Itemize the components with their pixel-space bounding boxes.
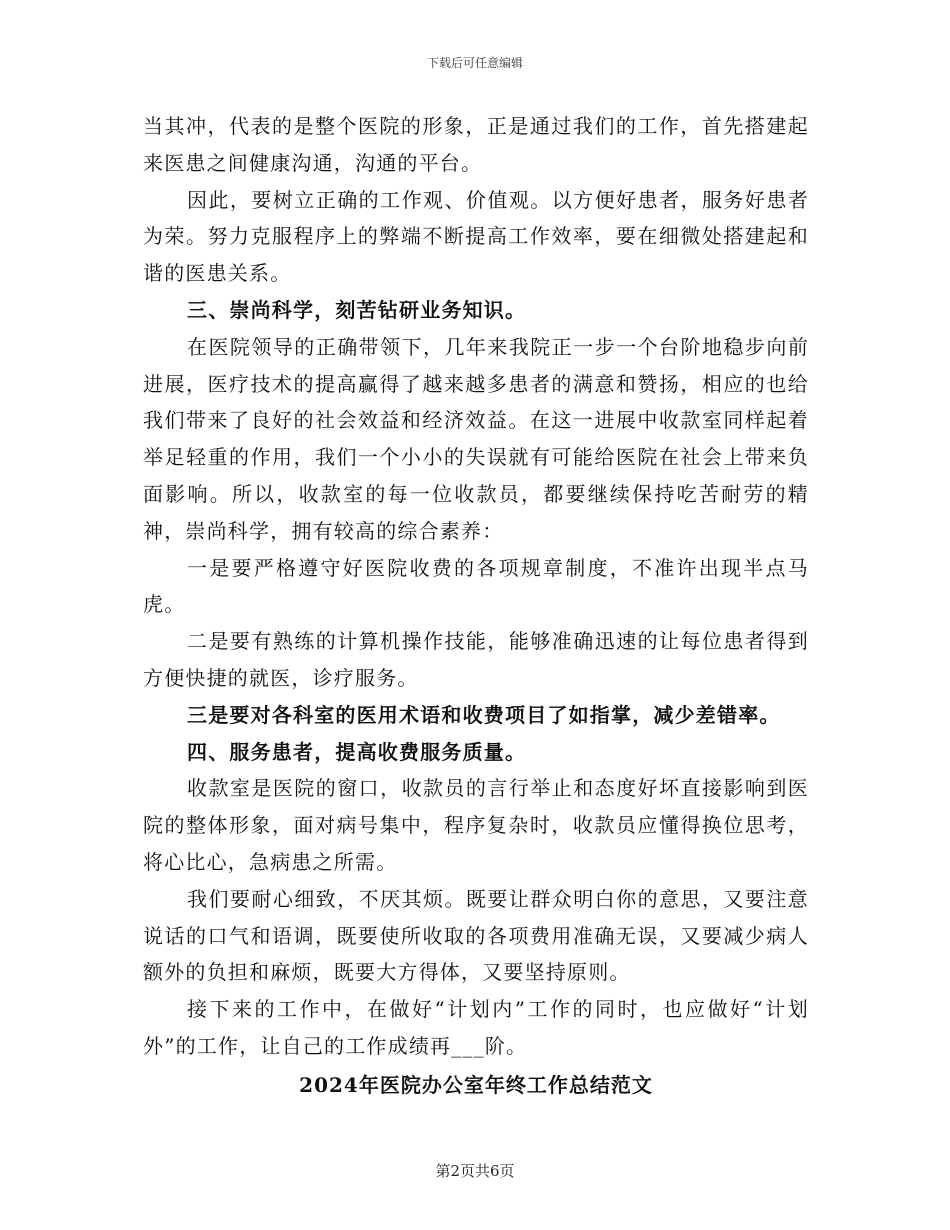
paragraph-next-steps: 接下来的工作中，在做好“计划内”工作的同时，也应做好“计划外”的工作，让自己的工作成绩再___阶。 (143, 997, 809, 1058)
paragraph-point-1: 一是要严格遵守好医院收费的各项规章制度，不准许出现半点马虎。 (143, 555, 809, 617)
paragraph-development: 在医院领导的正确带领下，几年来我院正一步一个台阶地稳步向前进展，医疗技术的提高赢得了越来越多患者的满意和赞扬，相应的也给我们带来了良好的社会效益和经济效益。在这一进展中收款室同样起着举足轻重的作用，我们一个小小的失误就有可能给医院在社会上带来负面影响。所以，收款室的每一位收款员，都要继续保持吃苦耐劳的精神，崇尚科学，拥有较高的综合素养： (143, 334, 809, 543)
document-body (143, 108, 809, 1104)
section-heading-3: 三、崇尚科学，刻苦钻研业务知识。 (187, 297, 527, 322)
section-heading-4: 四、服务患者，提高收费服务质量。 (187, 739, 527, 764)
document-section-title: 2024年医院办公室年终工作总结范文 (299, 1072, 653, 1097)
paragraph-point-2: 二是要有熟练的计算机操作技能，能够准确迅速的让每位患者得到方便快捷的就医，诊疗服务。 (143, 629, 809, 690)
page-header-note: 下载后可任意编辑 (426, 56, 523, 70)
paragraph-values: 因此，要树立正确的工作观、价值观。以方便好患者，服务好患者为荣。努力克服程序上的弊端不断提高工作效率，要在细微处搭建起和谐的医患关系。 (143, 187, 809, 286)
paragraph-point-3: 三是要对各科室的医用术语和收费项目了如指掌，减少差错率。 (187, 702, 781, 727)
paragraph-window: 收款室是医院的窗口，收款员的言行举止和态度好坏直接影响到医院的整体形象，面对病号集中，程序复杂时，收款员应懂得换位思考，将心比心，急病患之所需。 (143, 776, 809, 874)
paragraph-continuation: 当其冲，代表的是整个医院的形象，正是通过我们的工作，首先搭建起来医患之间健康沟通，沟通的平台。 (143, 114, 809, 175)
paragraph-patience: 我们要耐心细致，不厌其烦。既要让群众明白你的意思，又要注意说话的口气和语调，既要使所收取的各项费用准确无误，又要减少病人额外的负担和麻烦，既要大方得体，又要坚持原则。 (143, 886, 809, 985)
page-number: 第2页共6页 (435, 1162, 515, 1180)
